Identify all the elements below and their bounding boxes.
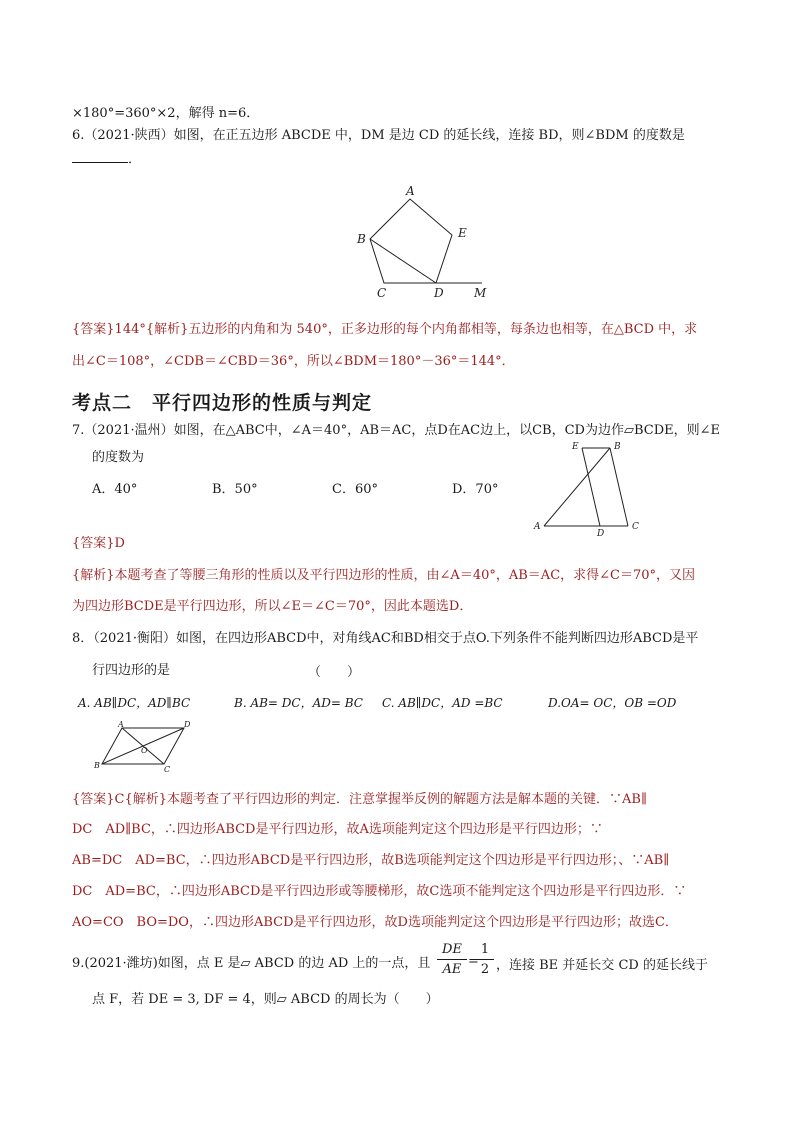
vertex-label: M <box>474 286 487 300</box>
vertex-label: C <box>377 286 387 300</box>
quadrilateral-figure <box>92 720 192 775</box>
pentagon-figure <box>350 185 500 300</box>
q6-answer: {答案}144°{解析}五边形的内角和为 540°，正多边形的每个内角都相等，每条边也相等，在△BCD 中，求 <box>72 322 698 337</box>
vertex-label: A <box>534 522 541 532</box>
q7-analysis: {解析}本题考查了等腰三角形的性质以及平行四边形的性质，由∠A＝40°，AB＝AC，求得∠C＝70°，又因 <box>72 568 696 583</box>
q8-answer-line-3: AB=DC AD=BC，∴四边形ABCD是平行四边形，故B选项能判定这个四边形是平行四边形；、∵AB∥ <box>72 853 670 868</box>
q7-text: 7.（2021·温州）如图，在△ABC中，∠A＝40°，AB＝AC，点D在AC边上，以CB，CD为边作▱BCDE，则∠E <box>72 423 721 438</box>
vertex-label: O <box>141 746 148 755</box>
vertex-label: D <box>597 529 605 538</box>
q8-answer-line-5: AO=CO BO=DO，∴四边形ABCD是平行四边形，故D选项能判定这个四边形是平行四边形；故选C． <box>72 915 678 930</box>
vertex-label: B <box>357 232 366 246</box>
q7-analysis-cont: 为四边形BCDE是平行四边形，所以∠E＝∠C＝70°，因此本题选D． <box>72 599 473 614</box>
section-title: 考点二 平行四边形的性质与判定 <box>72 392 373 414</box>
fraction-de-ae: DE AE <box>437 942 467 977</box>
q9-text-cont: 点 F，若 DE = 3, DF = 4，则▱ ABCD 的周长为（ ） <box>92 992 439 1007</box>
vertex-label: E <box>572 442 579 452</box>
q9-text-tail: ，连接 BE 并延长交 CD 的延长线于 <box>496 958 708 973</box>
equals-sign: = <box>468 954 479 969</box>
q8-answer-line-1: {答案}C{解析}本题考查了平行四边形的判定．注意掌握举反例的解题方法是解本题的关键．∵AB∥ <box>72 792 647 807</box>
q7-option-d: D．70° <box>452 482 499 497</box>
vertex-label: D <box>184 720 191 729</box>
q8-option-c: C. AB∥DC，AD =BC <box>382 696 503 710</box>
continuation-line: ×180°=360°×2，解得 n=6． <box>72 106 260 121</box>
vertex-label: A <box>406 185 415 198</box>
q8-answer-line-4: DC AD=BC，∴四边形ABCD是平行四边形或等腰梯形，故C选项不能判定这个四边形是平行四边形．∵ <box>72 884 687 899</box>
triangle-parallelogram-figure <box>530 438 645 538</box>
vertex-label: D <box>434 286 444 300</box>
q7-answer: {答案}D <box>72 536 125 551</box>
vertex-label: C <box>632 522 639 532</box>
q6-answer-cont: 出∠C＝108°，∠CDB＝∠CBD＝36°，所以∠BDM＝180°－36°＝144°． <box>72 354 515 369</box>
q9-text: 9.(2021·潍坊)如图，点 E 是▱ ABCD 的边 AD 上的一点，且 <box>72 956 431 971</box>
answer-blank <box>72 150 128 163</box>
q7-text-cont: 的度数为 <box>92 450 145 465</box>
fraction-one-half: 1 2 <box>476 942 494 977</box>
q8-option-d: D.OA= OC，OB =OD <box>548 696 677 710</box>
q6-blank-line: ． <box>72 150 141 170</box>
q8-paren: （ ） <box>308 665 361 680</box>
q8-text: 8．（2021·衡阳）如图，在四边形ABCD中，对角线AC和BD相交于点O.下列条件不能判断四边形ABCD是平 <box>72 631 699 646</box>
vertex-label: C <box>164 765 171 774</box>
vertex-label: A <box>118 720 124 729</box>
q6-text: 6.（2021·陕西）如图，在正五边形 ABCDE 中，DM 是边 CD 的延长线，连接 BD，则∠BDM 的度数是 <box>72 128 685 143</box>
q7-option-a: A．40° <box>92 482 138 497</box>
q8-option-a: A. AB∥DC，AD∥BC <box>78 696 191 710</box>
vertex-label: B <box>614 442 621 452</box>
q7-option-c: C．60° <box>332 482 378 497</box>
q8-answer-line-2: DC AD∥BC，∴四边形ABCD是平行四边形，故A选项能判定这个四边形是平行四边形；∵ <box>72 822 603 837</box>
q8-text-cont: 行四边形的是 <box>92 663 171 678</box>
q8-option-b: B. AB= DC，AD= BC <box>234 696 363 710</box>
vertex-label: B <box>94 761 100 770</box>
vertex-label: E <box>458 226 467 240</box>
q7-option-b: B．50° <box>212 482 258 497</box>
